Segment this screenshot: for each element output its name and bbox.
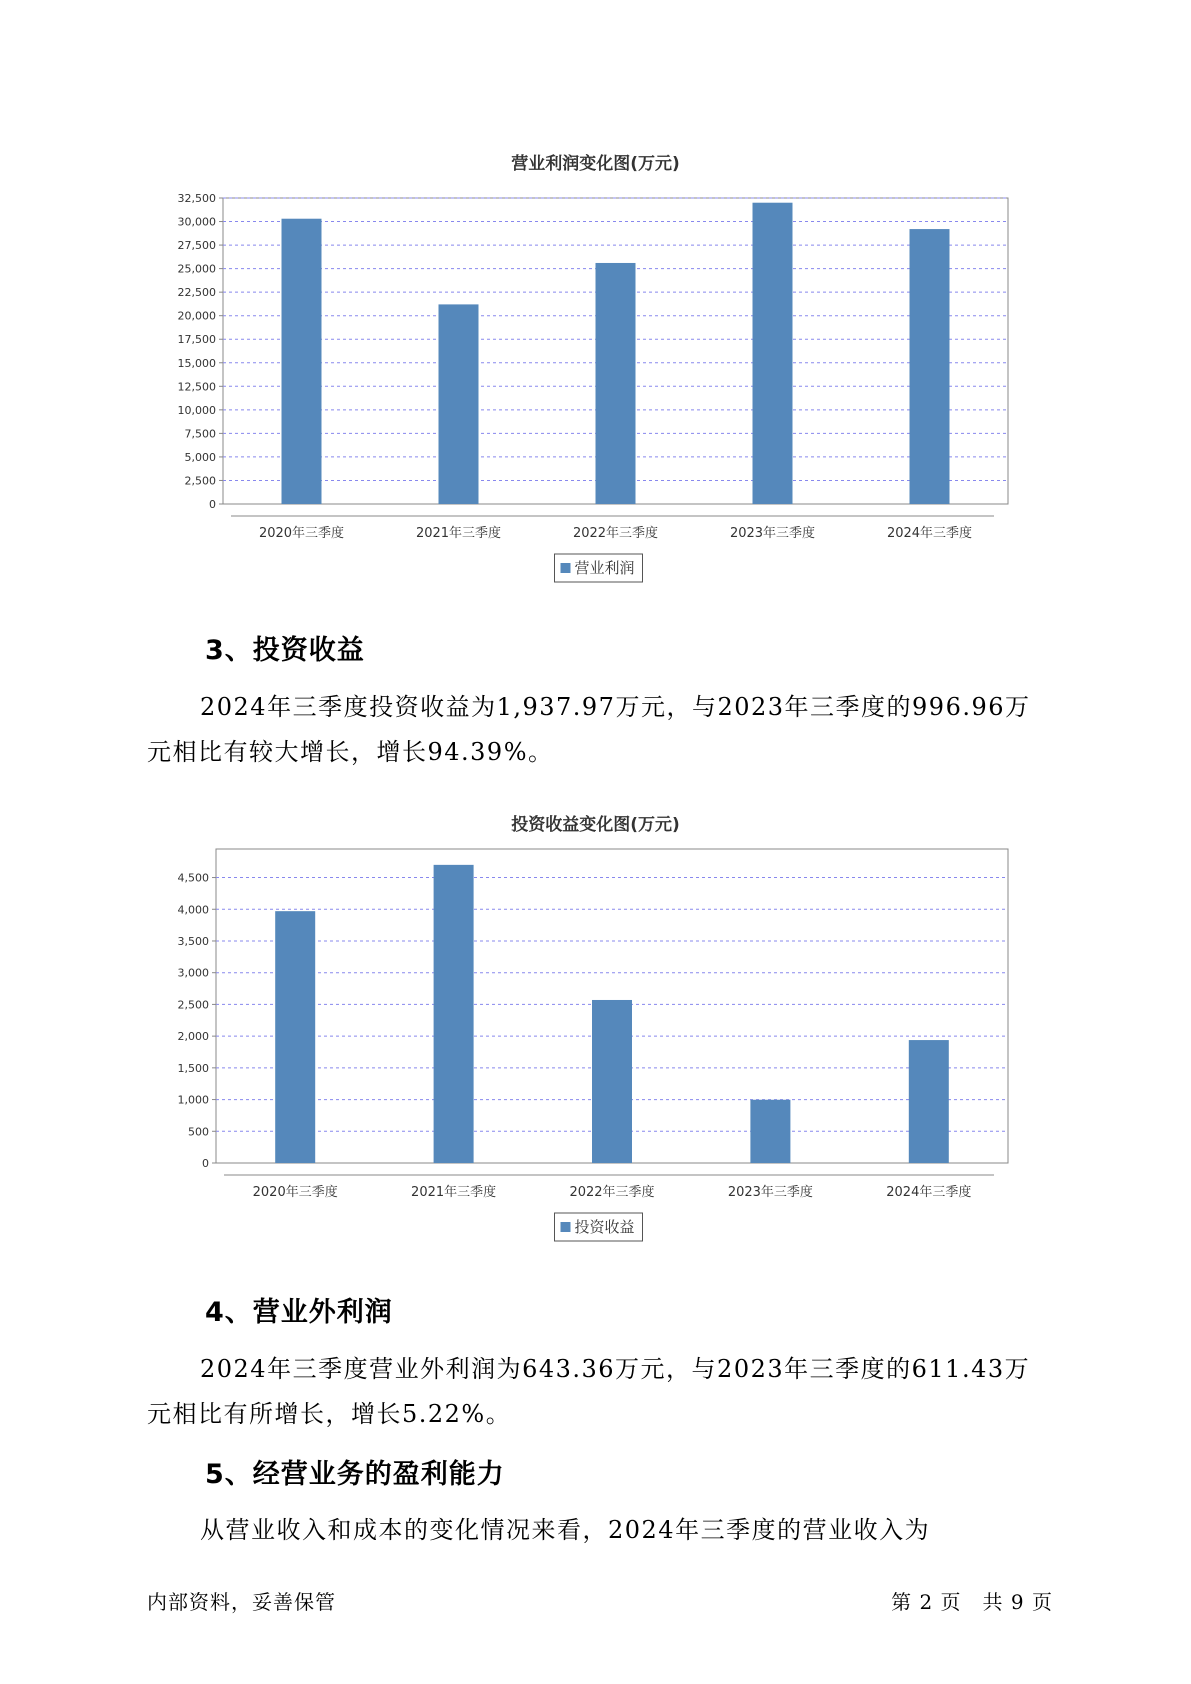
bar (910, 229, 950, 504)
investment-income-chart (0, 835, 1191, 1255)
y-tick-label: 12,500 (177, 380, 216, 394)
bar (596, 263, 636, 504)
footer-page-number: 第 2 页 共 9 页 (891, 1590, 1053, 1614)
section-paragraph-non-operating-profit (147, 1347, 1047, 1437)
section-heading-investment-income: 3、投资收益 (205, 635, 365, 666)
legend-label: 营业利润 (574, 559, 635, 577)
bar (750, 1100, 790, 1163)
chart-title-investment-income: 投资收益变化图(万元) (511, 815, 680, 835)
y-tick-label: 3,500 (177, 934, 209, 948)
paragraph-line: 2024年三季度营业外利润为643.36万元，与2023年三季度的611.43万 (200, 1355, 1031, 1383)
y-tick-label: 20,000 (177, 309, 216, 323)
y-tick-label: 7,500 (184, 427, 216, 441)
y-tick-label: 5,000 (184, 450, 216, 464)
y-tick-label: 2,500 (184, 474, 216, 488)
chart-title-operating-profit: 营业利润变化图(万元) (511, 154, 680, 174)
paragraph-line: 从营业收入和成本的变化情况来看，2024年三季度的营业收入为 (200, 1516, 931, 1544)
legend-label: 投资收益 (574, 1218, 635, 1236)
y-tick-label: 27,500 (177, 239, 216, 253)
paragraph-line: 2024年三季度投资收益为1,937.97万元，与2023年三季度的996.96万 (200, 693, 1031, 721)
y-tick-label: 32,500 (177, 192, 216, 205)
bar (439, 304, 479, 504)
x-tick-label: 2024年三季度 (886, 1185, 972, 1200)
x-tick-label: 2020年三季度 (252, 1185, 338, 1200)
y-tick-label: 3,000 (177, 966, 209, 980)
x-tick-label: 2023年三季度 (729, 526, 816, 541)
y-tick-label: 2,500 (177, 998, 209, 1012)
y-tick-label: 10,000 (177, 403, 216, 417)
section-paragraph-investment-income (147, 685, 1047, 775)
x-tick-label: 2024年三季度 (886, 526, 973, 541)
x-tick-label: 2021年三季度 (415, 526, 502, 541)
x-tick-label: 2022年三季度 (569, 1185, 655, 1200)
y-tick-label: 500 (188, 1125, 209, 1139)
x-tick-label: 2021年三季度 (411, 1185, 497, 1200)
paragraph-line: 元相比有所增长，增长5.22%。 (147, 1400, 512, 1428)
bar (753, 203, 793, 504)
y-tick-label: 0 (209, 498, 216, 511)
section-heading-non-operating-profit: 4、营业外利润 (205, 1297, 393, 1328)
y-tick-label: 17,500 (177, 333, 216, 347)
y-tick-label: 22,500 (177, 286, 216, 300)
bar (275, 911, 315, 1163)
legend-swatch (561, 563, 571, 573)
legend-swatch (561, 1222, 571, 1232)
y-tick-label: 4,500 (177, 871, 209, 885)
x-tick-label: 2022年三季度 (572, 526, 659, 541)
y-tick-label: 1,500 (177, 1061, 209, 1075)
operating-profit-chart (0, 170, 1191, 590)
bar (282, 219, 322, 504)
y-tick-label: 25,000 (177, 262, 216, 276)
y-tick-label: 4,000 (177, 903, 209, 917)
y-tick-label: 30,000 (177, 215, 216, 229)
paragraph-line: 元相比有较大增长，增长94.39%。 (147, 738, 554, 766)
section-heading-profitability: 5、经营业务的盈利能力 (205, 1459, 505, 1490)
bar (434, 865, 474, 1163)
y-tick-label: 1,000 (177, 1093, 209, 1107)
section-paragraph-profitability (147, 1508, 1047, 1553)
y-tick-label: 15,000 (177, 356, 216, 370)
x-tick-label: 2020年三季度 (258, 526, 345, 541)
bar (592, 1000, 632, 1163)
x-tick-label: 2023年三季度 (727, 1185, 813, 1200)
y-tick-label: 0 (202, 1157, 209, 1170)
footer-confidential-note: 内部资料，妥善保管 (147, 1590, 336, 1614)
bar (909, 1040, 949, 1163)
y-tick-label: 2,000 (177, 1030, 209, 1044)
